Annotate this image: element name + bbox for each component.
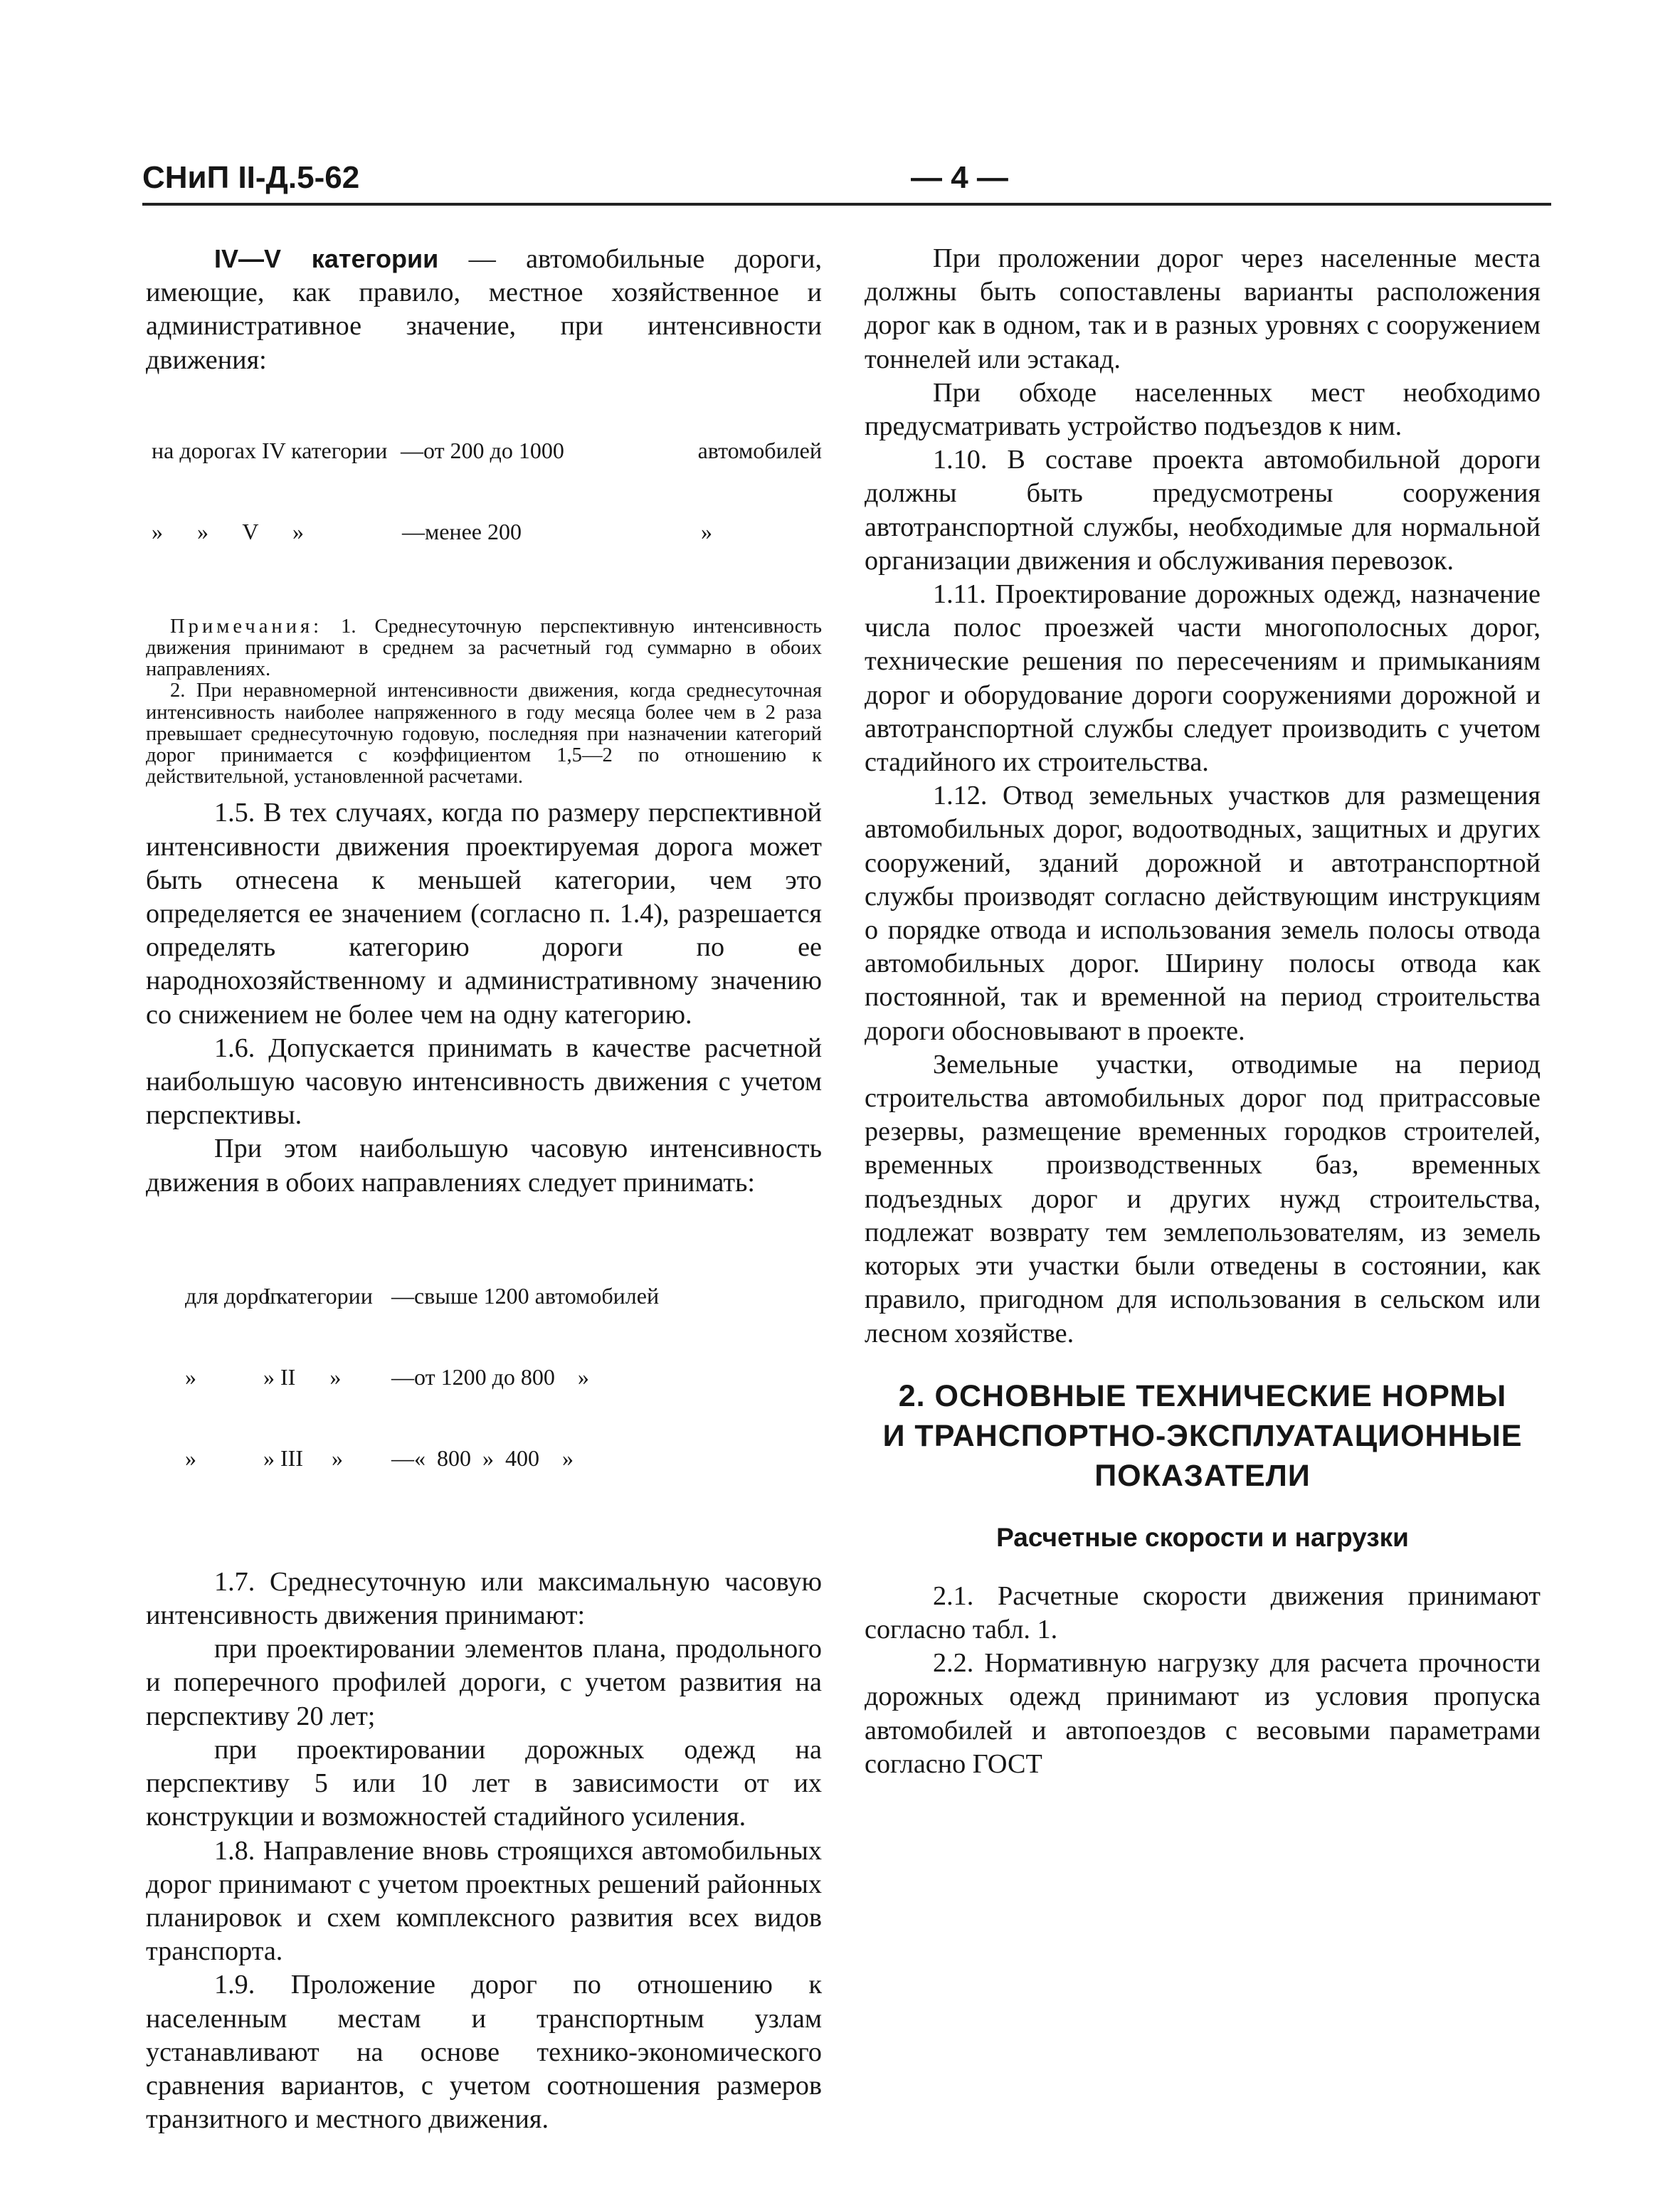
note-2: 2. При неравномерной интенсивности движения, когда среднесуточная интенсивность наиболее напряженного в году месяца более чем в 2 раза превышает среднесуточную годовую, последняя при назначении категорий дорог принимается с коэффициентом 1,5—2 по отношению к действительной, установленной расчетами. [146,680,822,788]
notes-label: Примечания: [170,615,323,638]
hourly-intensity-table [185,1228,822,1526]
table-cell: » [185,1445,196,1471]
left-column [146,242,822,2136]
category-iv-v-label: IV—V категории [214,244,439,273]
clause-1-10: 1.10. В составе проекта автомобильной дороги должны быть предусмотрены сооружения автотранспортной службы, необходимые для нормальной организации движения и обслуживания перевозок. [865,445,1541,576]
table-row [185,1282,822,1309]
clause-1-11: 1.11. Проектирование дорожных одежд, назначение числа полос проезжей части многополосных дорог, технические решения по пересечениям и примыканиям дорог и оборудование дороги сооружениями дорожной и автотранспортной службы следует производить с учетом стадийного их строительства. [865,579,1541,778]
header-divider [142,203,1551,206]
table-cell: —свыше 1200 автомобилей [391,1282,660,1309]
table-cell: » [701,518,712,544]
clause-1-7: 1.7. Среднесуточную или максимальную часовую интенсивность движения принимают: [146,1566,822,1631]
table-row [185,1363,822,1390]
note-1: Примечания: 1. Среднесуточную перспективную интенсивность движения принимают в среднем за расчетный год суммарно в обоих направлениях. [146,615,822,681]
table-cell: для дорог [185,1282,280,1309]
paragraph-crossing-settlements: При проложении дорог через населенные места должны быть сопоставлены варианты расположения дорог как в одном, так и в разных уровнях с сооружением тоннелей или эстакад. [865,243,1541,374]
table-cell: на дорогах IV категории [152,437,388,463]
notes-block [146,616,822,788]
table-row [152,518,822,545]
clause-1-6-continuation: При этом наибольшую часовую интенсивность движения в обоих направлениях следует принимать: [146,1134,822,1198]
table-cell: автомобилей [697,437,822,463]
clause-1-7-item-a: при проектировании элементов плана, продольного и поперечного профилей дороги, с учетом развития на перспективу 20 лет; [146,1634,822,1731]
section-title-line: 2. ОСНОВНЫЕ ТЕХНИЧЕСКИЕ НОРМЫ [898,1378,1507,1413]
section-2-title [865,1376,1541,1496]
clause-1-9: 1.9. Проложение дорог по отношению к населенным местам и транспортным узлам устанавливают на основе технико-экономического сравнения вариантов, с учетом соотношения размеров транзитного и местного движения. [146,1970,822,2135]
table-cell: » II » [263,1363,342,1390]
right-column [865,242,1541,1781]
table-cell: I категории [263,1282,373,1309]
clause-2-1: 2.1. Расчетные скорости движения принимают согласно табл. 1. [865,1580,1541,1644]
clause-2-2: 2.2. Нормативную нагрузку для расчета прочности дорожных одежд принимают из условия пропуска автомобилей и автопоездов с весовыми параметрами согласно ГОСТ [865,1648,1541,1779]
paragraph-bypass-settlements: При обходе населенных мест необходимо предусматривать устройство подъездов к ним. [865,377,1541,442]
table-cell: —от 1200 до 800 » [391,1363,589,1390]
clause-1-5: 1.5. В тех случаях, когда по размеру перспективной интенсивности движения проектируемая дорога может быть отнесена к меньшей категории, чем это определяется ее значением (согласно п. 1.4), разрешается определять категорию дороги по ее народнохозяйственному и административному значению со снижением не более чем на одну категорию. [146,798,822,1030]
subsection-title: Расчетные скорости и нагрузки [996,1522,1409,1552]
table-cell: —от 200 до 1000 [400,437,564,463]
table-cell: —менее 200 [402,518,522,544]
clause-1-6: 1.6. Допускается принимать в качестве расчетной наибольшую часовую интенсивность движения с учетом перспективы. [146,1033,822,1131]
table-cell: » [185,1363,196,1390]
table-row [152,437,822,464]
page-header [142,160,1551,203]
paragraph-land-plots: Земельные участки, отводимые на период строительства автомобильных дорог под притрассовые резервы, размещение временных городков строителей, временных производственных баз, временных подъездных дорог и других нужд строительства, подлежат возврату тем землепользователям, из земель которых эти участки были отведены в состоянии, как правило, пригодном для использования в сельском или лесном хозяйстве. [865,1049,1541,1348]
clause-1-8: 1.8. Направление вновь строящихся автомобильных дорог принимают с учетом проектных решений районных планировок и схем комплексного развития всех видов транспорта. [146,1835,822,1967]
clause-1-7-item-b: при проектировании дорожных одежд на перспективу 5 или 10 лет в зависимости от их конструкции и возможностей стадийного усиления. [146,1734,822,1832]
clause-1-12: 1.12. Отвод земельных участков для размещения автомобильных дорог, водоотводных, защитных и других сооружений, зданий дорожной и автотранспортной службы производят согласно действующим инструкциям о порядке отвода и использования земель полосы отвода автомобильных дорог. Ширину полосы отвода как постоянной, так и временной на период строительства дороги обосновывают в проекте. [865,781,1541,1046]
document-code: СНиП II-Д.5-62 [142,160,360,195]
section-title-line: И ТРАНСПОРТНО-ЭКСПЛУАТАЦИОННЫЕ [882,1418,1523,1453]
table-row [185,1445,822,1472]
table-cell: » » V » [152,518,304,544]
table-cell: —« 800 » 400 » [391,1445,574,1471]
section-title-line: ПОКАЗАТЕЛИ [1094,1458,1311,1493]
category-iv-v-text: — автомобильные дороги, имеющие, как правило, местное хозяйственное и административное значение, при интенсивности движения: [146,244,823,375]
table-cell: » III » [263,1445,343,1471]
category-iv-v-definition [146,242,822,377]
page-number: — 4 — [911,160,1008,195]
intensity-table [152,383,822,599]
